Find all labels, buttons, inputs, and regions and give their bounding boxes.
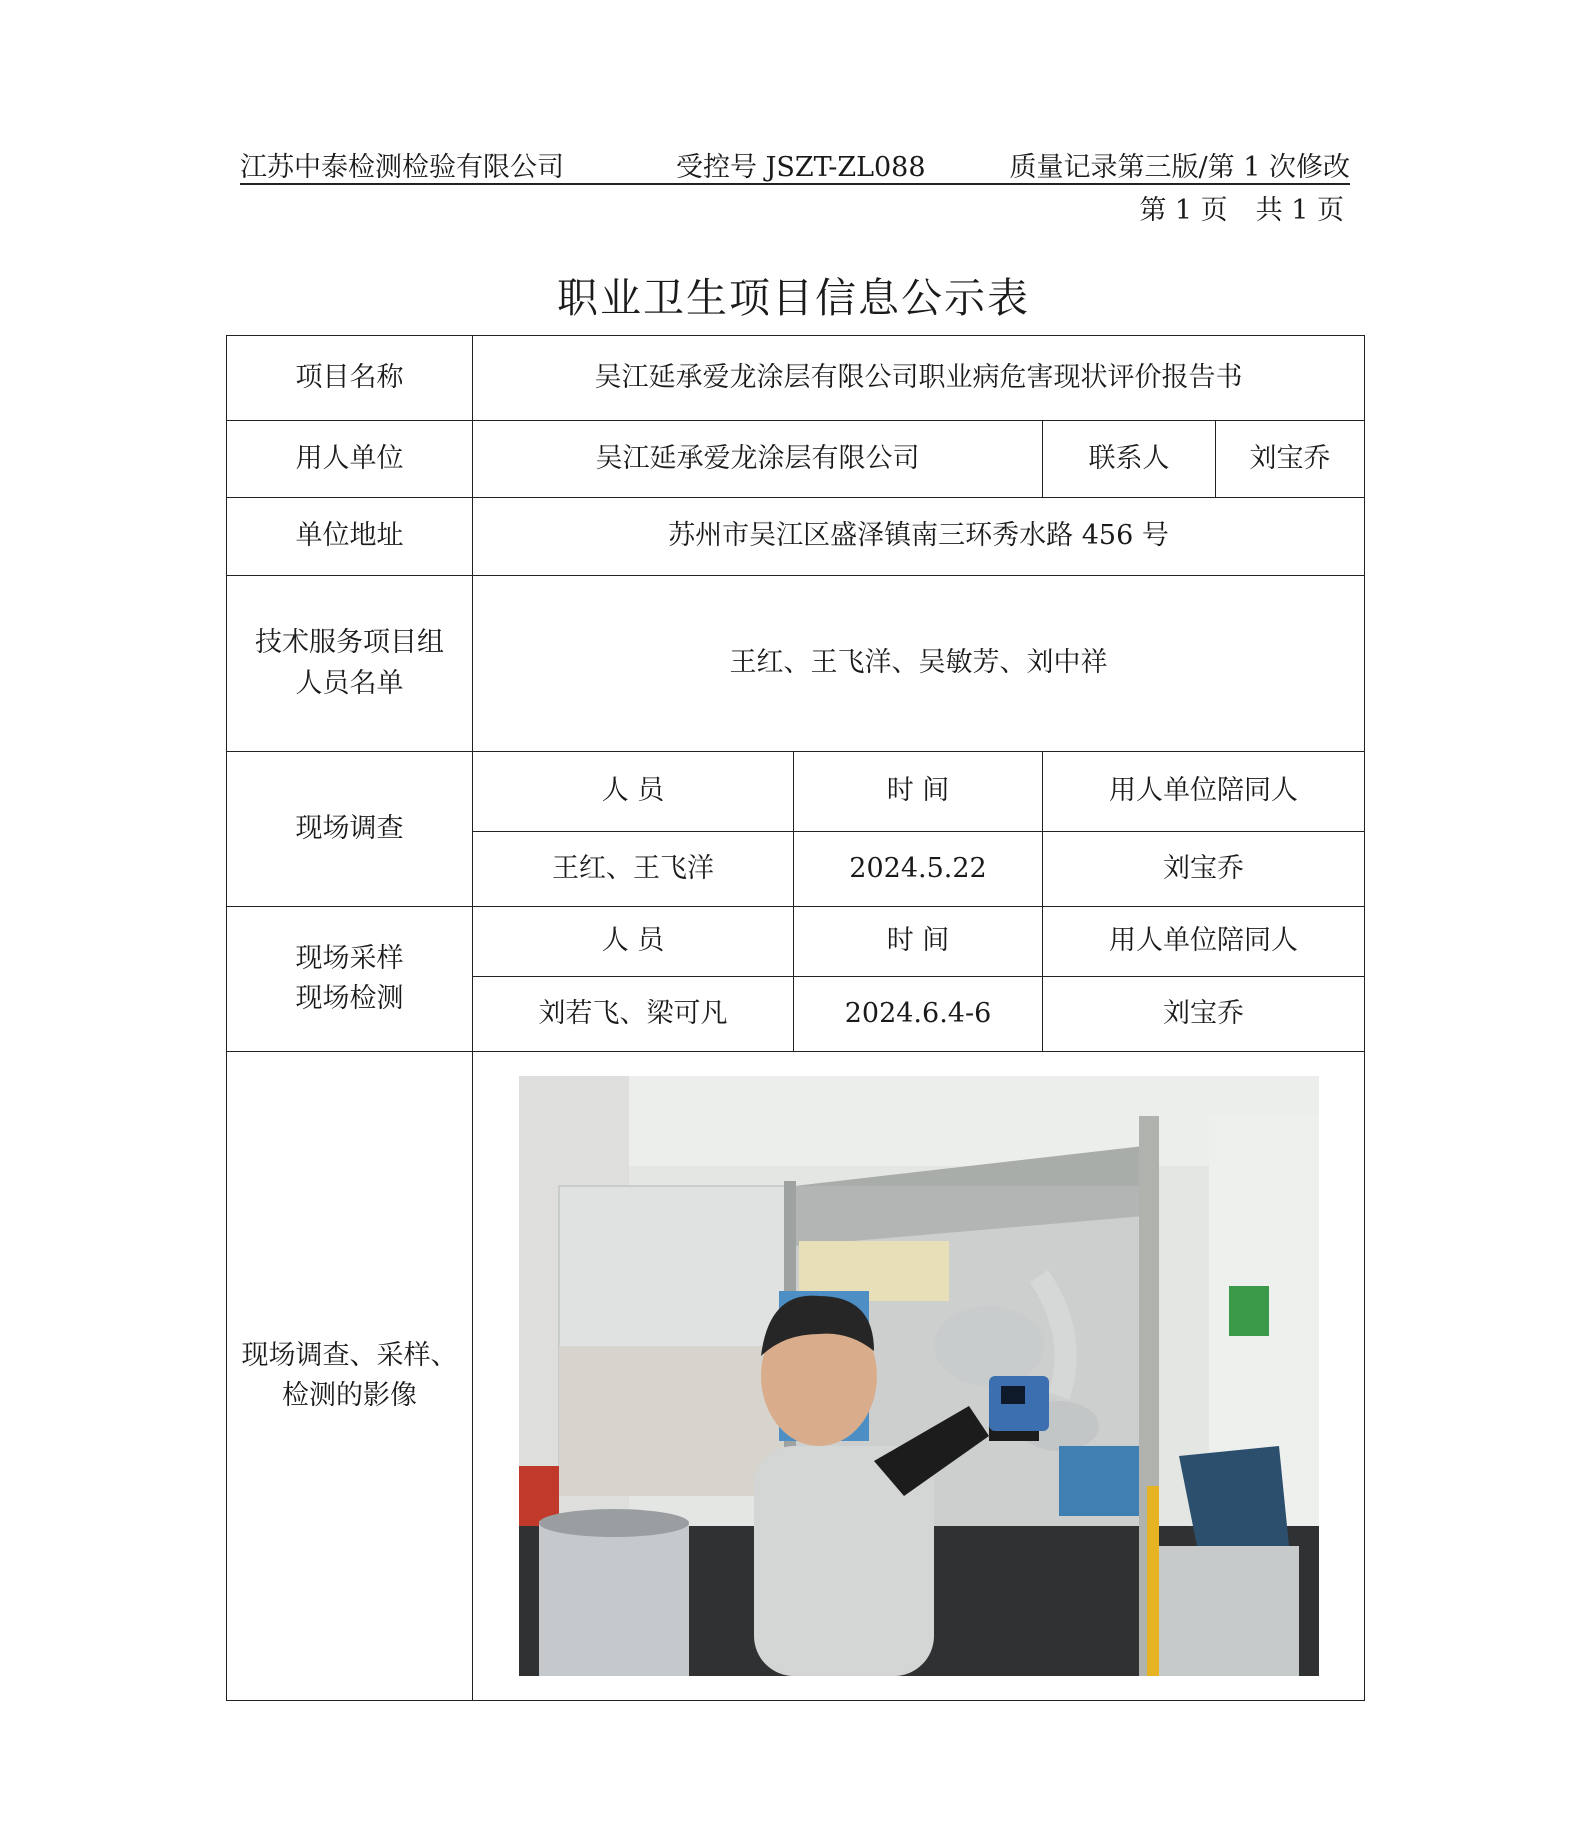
survey-col-personnel: 人 员 bbox=[473, 752, 794, 832]
images-label bbox=[227, 1052, 473, 1701]
page-number: 第 1 页 bbox=[1139, 195, 1228, 226]
row-project-name bbox=[227, 336, 1365, 421]
sampling-label-line2: 现场检测 bbox=[295, 983, 404, 1014]
sampling-col-time: 时 间 bbox=[794, 907, 1043, 977]
sampling-escort: 刘宝乔 bbox=[1043, 977, 1365, 1052]
document-header bbox=[240, 143, 1350, 185]
row-employer bbox=[227, 421, 1365, 498]
sampling-label-line1: 现场采样 bbox=[295, 942, 404, 974]
header-control-number: 受控号 JSZT-ZL088 bbox=[676, 152, 926, 183]
project-name-label: 项目名称 bbox=[227, 336, 473, 421]
row-survey-header bbox=[227, 752, 1365, 832]
row-team bbox=[227, 576, 1365, 752]
address-value: 苏州市吴江区盛泽镇南三环秀水路 456 号 bbox=[473, 498, 1365, 576]
header-company: 江苏中泰检测检验有限公司 bbox=[240, 152, 564, 183]
contact-value: 刘宝乔 bbox=[1216, 421, 1365, 498]
row-sampling-header bbox=[227, 907, 1365, 977]
sampling-col-personnel: 人 员 bbox=[473, 907, 794, 977]
project-name-value: 吴江延承爱龙涂层有限公司职业病危害现状评价报告书 bbox=[473, 336, 1365, 421]
sampling-label bbox=[227, 907, 473, 1052]
page-title: 职业卫生项目信息公示表 bbox=[557, 274, 1030, 322]
photo-cell bbox=[473, 1052, 1365, 1701]
team-label-line2: 人员名单 bbox=[295, 667, 404, 699]
images-label-line1: 现场调查、采样、 bbox=[241, 1339, 458, 1371]
survey-time: 2024.5.22 bbox=[794, 832, 1043, 907]
survey-label: 现场调查 bbox=[227, 752, 473, 907]
survey-col-time: 时 间 bbox=[794, 752, 1043, 832]
address-label: 单位地址 bbox=[227, 498, 473, 576]
employer-label: 用人单位 bbox=[227, 421, 473, 498]
team-label-line1: 技术服务项目组 bbox=[255, 627, 444, 658]
survey-personnel: 王红、王飞洋 bbox=[473, 832, 794, 907]
page-total: 共 1 页 bbox=[1255, 195, 1344, 226]
row-images bbox=[227, 1052, 1365, 1701]
team-label bbox=[227, 576, 473, 752]
sampling-col-escort: 用人单位陪同人 bbox=[1043, 907, 1365, 977]
sampling-time: 2024.6.4-6 bbox=[794, 977, 1043, 1052]
header-edition: 质量记录第三版/第 1 次修改 bbox=[1009, 152, 1350, 183]
employer-value: 吴江延承爱龙涂层有限公司 bbox=[473, 421, 1043, 498]
team-value: 王红、王飞洋、吴敏芳、刘中祥 bbox=[473, 576, 1365, 752]
survey-escort: 刘宝乔 bbox=[1043, 832, 1365, 907]
page-indicator bbox=[1139, 188, 1344, 227]
site-inspection-photo bbox=[519, 1076, 1319, 1676]
project-info-table bbox=[226, 335, 1365, 1701]
row-address bbox=[227, 498, 1365, 576]
survey-col-escort: 用人单位陪同人 bbox=[1043, 752, 1365, 832]
contact-label: 联系人 bbox=[1043, 421, 1216, 498]
images-label-line2: 检测的影像 bbox=[282, 1380, 417, 1411]
sampling-personnel: 刘若飞、梁可凡 bbox=[473, 977, 794, 1052]
